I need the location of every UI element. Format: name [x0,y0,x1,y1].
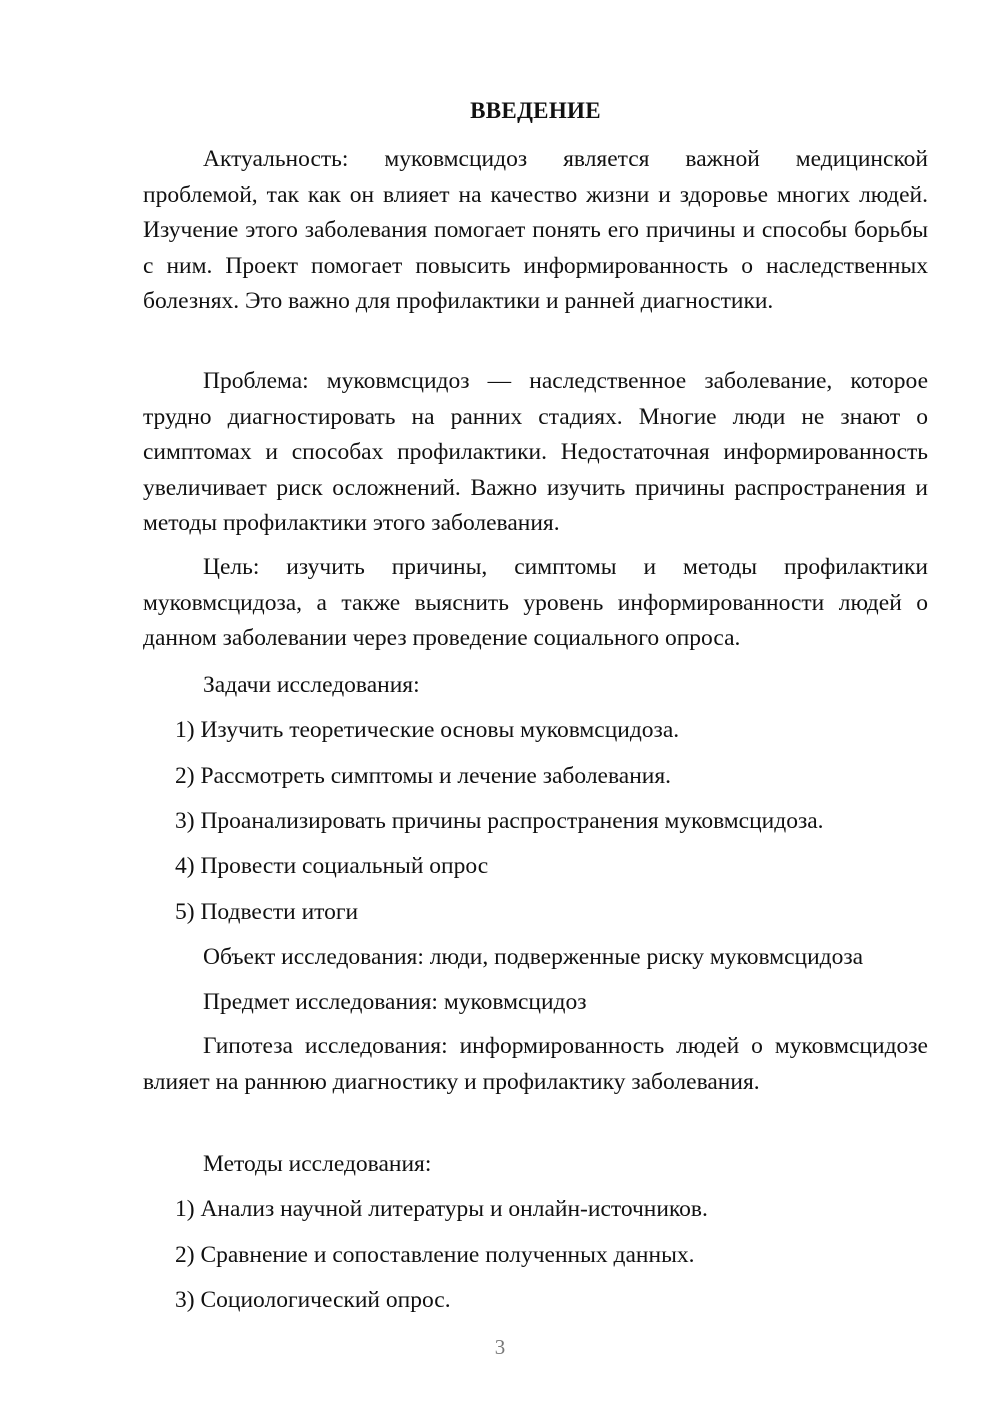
goal-paragraph: Цель: изучить причины, симптомы и методы профилактики муковмсцидоза, а также выяснить уровень информированности людей о данном заболевании через проведение социального опроса. [143,554,928,651]
methods-heading: Методы исследования: [203,1151,432,1177]
list-item: 1) Изучить теоретические основы муковмсцидоза. [175,717,680,743]
list-item: 2) Рассмотреть симптомы и лечение заболевания. [175,763,672,789]
page-number: 3 [494,1335,506,1359]
list-item: 3) Проанализировать причины распространения муковмсцидоза. [175,808,824,834]
page-title: ВВЕДЕНИЕ [470,98,601,123]
list-item: 4) Провести социальный опрос [175,853,489,879]
hypothesis-paragraph: Гипотеза исследования: информированность людей о муковмсцидозе влияет на раннюю диагностику и профилактику заболевания. [143,1033,928,1095]
research-object: Объект исследования: люди, подверженные риску муковмсцидоза [203,944,864,970]
problem-paragraph: Проблема: муковмсцидоз — наследственное заболевание, которое трудно диагностировать на ранних стадиях. Многие люди не знают о симптомах и способах профилактики. Недостаточная информированность увеличивает риск осложнений. Важно изучить причины распространения и методы профилактики этого заболевания. [143,368,928,536]
tasks-heading: Задачи исследования: [203,672,420,698]
research-subject: Предмет исследования: муковмсцидоз [203,989,587,1015]
list-item: 2) Сравнение и сопоставление полученных данных. [175,1242,695,1268]
list-item: 3) Социологический опрос. [175,1287,451,1313]
relevance-paragraph: Актуальность: муковмсцидоз является важной медицинской проблемой, так как он влияет на качество жизни и здоровье многих людей. Изучение этого заболевания помогает понять его причины и способы борьбы с ним. Проект помогает повысить информированность о наследственных болезнях. Это важно для профилактики и ранней диагностики. [143,146,928,314]
list-item: 1) Анализ научной литературы и онлайн-источников. [175,1196,708,1222]
list-item: 5) Подвести итоги [175,899,359,925]
